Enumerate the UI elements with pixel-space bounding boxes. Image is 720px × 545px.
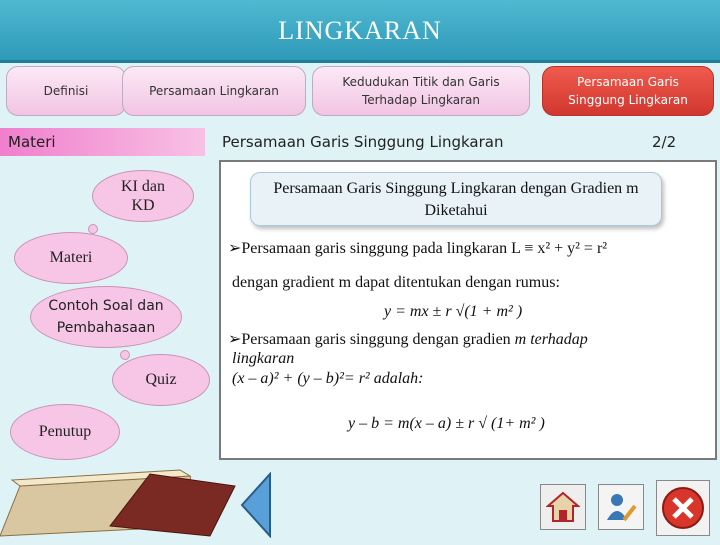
menu-quiz-label: Quiz <box>145 371 177 388</box>
menu-penutup-label: Penutup <box>38 423 92 440</box>
content-line-3-text: Persamaan garis singgung dengan gradien <box>241 331 515 348</box>
menu-ki-kd-label: KI dan KD <box>121 178 165 214</box>
arrow-bullet-icon: ➢ <box>228 331 242 348</box>
content-title: Persamaan Garis Singgung Lingkaran dengan Gradien m Diketahui <box>273 180 639 219</box>
menu-penutup[interactable] <box>10 404 120 460</box>
content-line-5: (x – a)² + (y – b)²= r² adalah: <box>232 370 424 387</box>
tab-definisi[interactable] <box>6 66 126 116</box>
content-line-2: dengan gradient m dapat ditentukan dengan rumus: <box>232 274 560 291</box>
content-line-1 <box>228 238 607 258</box>
content-title-box <box>250 172 662 226</box>
menu-materi[interactable] <box>14 232 128 284</box>
content-line-1-text: Persamaan garis singgung pada lingkaran L ≡ x² + y² = r² <box>241 240 608 257</box>
tab-definisi-label: Definisi <box>43 84 89 98</box>
profile-button[interactable] <box>598 484 644 530</box>
back-arrow-icon[interactable] <box>238 472 274 538</box>
content-line-3-end: terhadap <box>526 331 588 348</box>
section-label: Materi <box>0 128 205 156</box>
tab-garis-singgung[interactable] <box>542 66 714 116</box>
menu-contoh-soal[interactable] <box>30 286 182 348</box>
home-icon <box>546 490 580 524</box>
menu-materi-label: Materi <box>49 249 93 266</box>
section-subject: Persamaan Garis Singgung Lingkaran <box>222 133 504 151</box>
menu-quiz[interactable] <box>112 354 210 406</box>
header-bar <box>0 0 720 63</box>
tab-kedudukan[interactable] <box>312 66 530 116</box>
arrow-bullet-icon: ➢ <box>228 240 242 257</box>
tab-kedudukan-label: Kedudukan Titik dan Garis Terhadap Lingkaran <box>342 75 500 107</box>
cloud-tail <box>120 350 130 360</box>
user-edit-icon <box>604 490 638 524</box>
tab-persamaan-lingkaran[interactable] <box>122 66 306 116</box>
close-button[interactable] <box>656 480 710 536</box>
menu-contoh-soal-label: Contoh Soal dan Pembahasaan <box>48 298 164 336</box>
formula-gradient: y = mx ± r √(1 + m² ) <box>384 303 523 320</box>
page-number: 2/2 <box>652 133 677 151</box>
menu-ki-kd[interactable] <box>92 170 194 222</box>
close-icon <box>660 485 706 531</box>
formula-tangent: y – b = m(x – a) ± r √ (1+ m² ) <box>348 415 545 432</box>
content-line-4: lingkaran <box>232 350 295 367</box>
tab-persamaan-lingkaran-label: Persamaan Lingkaran <box>149 84 279 98</box>
content-line-3-m: m <box>514 331 527 348</box>
tab-garis-singgung-label: Persamaan Garis Singgung Lingkaran <box>568 75 688 107</box>
page-title: LINGKARAN <box>278 16 442 45</box>
home-button[interactable] <box>540 484 586 530</box>
content-line-3 <box>228 329 588 349</box>
